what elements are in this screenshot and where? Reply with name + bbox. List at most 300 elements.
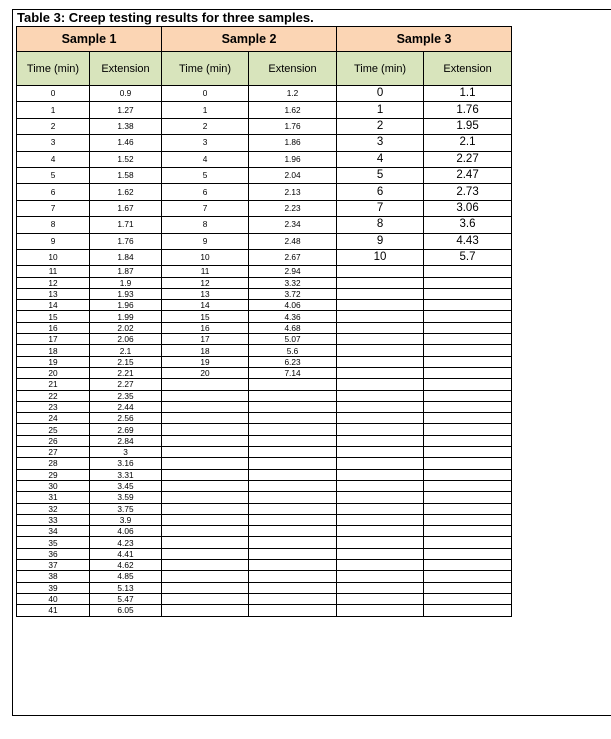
table-row <box>17 322 512 333</box>
table-cell <box>162 458 249 469</box>
table-row <box>17 118 512 134</box>
creep-results-table <box>16 26 512 617</box>
table-cell: 35 <box>17 537 90 548</box>
table-cell <box>337 458 424 469</box>
table-row <box>17 526 512 537</box>
table-row <box>17 345 512 356</box>
table-cell: 3.45 <box>90 480 162 491</box>
table-cell <box>424 356 512 367</box>
table-cell: 5.6 <box>249 345 337 356</box>
table-cell: 1 <box>162 102 249 118</box>
table-cell <box>162 537 249 548</box>
table-cell: 1 <box>17 102 90 118</box>
table-cell <box>162 413 249 424</box>
table-cell: 2.27 <box>90 379 162 390</box>
table-cell: 8 <box>337 217 424 233</box>
table-cell <box>424 605 512 616</box>
table-cell: 2.94 <box>249 266 337 277</box>
table-cell: 18 <box>17 345 90 356</box>
table-cell: 2.15 <box>90 356 162 367</box>
table-cell: 0 <box>17 86 90 102</box>
table-cell <box>424 514 512 525</box>
table-cell <box>337 605 424 616</box>
table-cell: 1.76 <box>90 233 162 249</box>
table-cell: 23 <box>17 401 90 412</box>
table-cell: 2.73 <box>424 184 512 200</box>
table-cell: 1.1 <box>424 86 512 102</box>
table-cell: 1.96 <box>249 151 337 167</box>
column-header: Extension <box>424 52 512 86</box>
table-cell: 36 <box>17 548 90 559</box>
table-row <box>17 135 512 151</box>
table-cell: 2.04 <box>249 167 337 183</box>
table-cell: 4.85 <box>90 571 162 582</box>
table-cell: 2.1 <box>424 135 512 151</box>
table-cell: 10 <box>337 249 424 265</box>
table-cell <box>162 469 249 480</box>
table-cell <box>162 571 249 582</box>
table-cell: 1.62 <box>90 184 162 200</box>
table-row <box>17 401 512 412</box>
table-row <box>17 200 512 216</box>
table-cell: 5 <box>17 167 90 183</box>
table-cell: 31 <box>17 492 90 503</box>
table-cell <box>337 469 424 480</box>
table-cell <box>337 571 424 582</box>
table-cell <box>249 560 337 571</box>
table-row <box>17 151 512 167</box>
table-cell <box>249 514 337 525</box>
table-cell: 27 <box>17 447 90 458</box>
table-cell <box>424 424 512 435</box>
table-cell <box>337 266 424 277</box>
table-cell: 20 <box>162 367 249 378</box>
table-row <box>17 277 512 288</box>
table-cell: 0 <box>337 86 424 102</box>
table-cell <box>337 367 424 378</box>
table-row <box>17 167 512 183</box>
table-cell: 2.56 <box>90 413 162 424</box>
table-cell: 1.38 <box>90 118 162 134</box>
table-row <box>17 435 512 446</box>
table-row <box>17 582 512 593</box>
table-cell <box>337 582 424 593</box>
table-cell <box>424 390 512 401</box>
table-cell <box>162 401 249 412</box>
table-cell <box>337 322 424 333</box>
table-cell: 1.87 <box>90 266 162 277</box>
table-cell: 8 <box>162 217 249 233</box>
table-cell: 21 <box>17 379 90 390</box>
table-cell: 10 <box>17 249 90 265</box>
table-cell: 18 <box>162 345 249 356</box>
table-cell <box>162 503 249 514</box>
table-cell <box>162 424 249 435</box>
table-cell <box>337 492 424 503</box>
table-cell <box>424 492 512 503</box>
table-cell <box>424 345 512 356</box>
table-cell: 1.76 <box>249 118 337 134</box>
table-cell <box>424 367 512 378</box>
table-row <box>17 424 512 435</box>
table-row <box>17 367 512 378</box>
table-cell: 2 <box>17 118 90 134</box>
table-cell: 2.13 <box>249 184 337 200</box>
table-row <box>17 379 512 390</box>
table-cell: 1.99 <box>90 311 162 322</box>
table-cell: 3.59 <box>90 492 162 503</box>
table-cell: 2 <box>337 118 424 134</box>
table-cell: 7.14 <box>249 367 337 378</box>
table-row <box>17 334 512 345</box>
table-cell <box>424 469 512 480</box>
table-cell: 9 <box>17 233 90 249</box>
table-cell: 5.07 <box>249 334 337 345</box>
table-cell <box>337 548 424 559</box>
table-cell <box>162 605 249 616</box>
table-cell: 28 <box>17 458 90 469</box>
table-cell <box>249 582 337 593</box>
table-row <box>17 593 512 604</box>
table-row <box>17 300 512 311</box>
table-cell: 9 <box>337 233 424 249</box>
table-cell <box>249 469 337 480</box>
table-cell: 3.72 <box>249 288 337 299</box>
table-cell: 7 <box>162 200 249 216</box>
table-cell <box>337 345 424 356</box>
table-cell: 24 <box>17 413 90 424</box>
table-cell: 2.48 <box>249 233 337 249</box>
table-cell <box>249 424 337 435</box>
table-cell <box>162 379 249 390</box>
table-cell: 3 <box>90 447 162 458</box>
table-cell <box>424 526 512 537</box>
table-cell: 19 <box>162 356 249 367</box>
table-cell: 14 <box>162 300 249 311</box>
table-cell <box>249 492 337 503</box>
table-cell <box>337 390 424 401</box>
table-cell: 12 <box>17 277 90 288</box>
table-cell: 1.27 <box>90 102 162 118</box>
table-cell: 1.84 <box>90 249 162 265</box>
table-cell <box>337 424 424 435</box>
table-row <box>17 560 512 571</box>
table-cell <box>162 560 249 571</box>
table-cell <box>424 593 512 604</box>
table-cell: 4.68 <box>249 322 337 333</box>
table-cell: 2.21 <box>90 367 162 378</box>
table-row <box>17 413 512 424</box>
table-cell: 30 <box>17 480 90 491</box>
table-cell: 3.16 <box>90 458 162 469</box>
table-cell: 1.46 <box>90 135 162 151</box>
table-cell <box>337 401 424 412</box>
table-cell <box>162 447 249 458</box>
table-cell: 1.76 <box>424 102 512 118</box>
table-cell: 6 <box>17 184 90 200</box>
table-cell <box>337 480 424 491</box>
table-cell: 34 <box>17 526 90 537</box>
table-cell: 2.69 <box>90 424 162 435</box>
table-cell: 1.62 <box>249 102 337 118</box>
column-header: Extension <box>249 52 337 86</box>
table-row <box>17 311 512 322</box>
table-cell: 1.2 <box>249 86 337 102</box>
table-cell <box>249 593 337 604</box>
table-body <box>17 86 512 617</box>
table-cell: 4.23 <box>90 537 162 548</box>
table-cell: 33 <box>17 514 90 525</box>
column-header: Extension <box>90 52 162 86</box>
table-cell: 39 <box>17 582 90 593</box>
table-cell: 8 <box>17 217 90 233</box>
table-cell: 2.02 <box>90 322 162 333</box>
table-cell <box>337 311 424 322</box>
table-cell: 40 <box>17 593 90 604</box>
table-cell <box>162 548 249 559</box>
table-cell <box>424 401 512 412</box>
table-row <box>17 249 512 265</box>
table-cell <box>162 480 249 491</box>
table-cell <box>337 593 424 604</box>
column-header: Time (min) <box>162 52 249 86</box>
table-cell <box>249 413 337 424</box>
table-cell <box>424 503 512 514</box>
table-cell: 6.05 <box>90 605 162 616</box>
table-cell: 17 <box>17 334 90 345</box>
sample-3-header: Sample 3 <box>337 27 512 52</box>
table-cell: 38 <box>17 571 90 582</box>
table-cell <box>424 413 512 424</box>
table-cell: 19 <box>17 356 90 367</box>
table-cell: 2.27 <box>424 151 512 167</box>
table-cell: 41 <box>17 605 90 616</box>
table-cell <box>249 548 337 559</box>
table-cell: 1.67 <box>90 200 162 216</box>
table-cell: 37 <box>17 560 90 571</box>
table-cell <box>424 266 512 277</box>
table-cell <box>337 413 424 424</box>
table-cell <box>249 379 337 390</box>
sample-2-header: Sample 2 <box>162 27 337 52</box>
table-cell: 1.52 <box>90 151 162 167</box>
table-cell: 7 <box>17 200 90 216</box>
table-cell: 4.06 <box>90 526 162 537</box>
table-row <box>17 102 512 118</box>
table-cell <box>249 458 337 469</box>
table-cell: 6 <box>337 184 424 200</box>
table-cell <box>249 447 337 458</box>
column-header: Time (min) <box>337 52 424 86</box>
table-cell <box>337 277 424 288</box>
table-cell: 2.1 <box>90 345 162 356</box>
table-row <box>17 288 512 299</box>
table-row <box>17 480 512 491</box>
table-row <box>17 266 512 277</box>
table-cell: 15 <box>162 311 249 322</box>
table-cell <box>424 277 512 288</box>
table-row <box>17 458 512 469</box>
table-cell <box>424 379 512 390</box>
table-cell: 3.32 <box>249 277 337 288</box>
table-cell: 2.35 <box>90 390 162 401</box>
table-cell <box>249 537 337 548</box>
table-cell <box>162 514 249 525</box>
table-row <box>17 356 512 367</box>
table-cell <box>424 480 512 491</box>
table-cell <box>337 514 424 525</box>
table-cell: 3.31 <box>90 469 162 480</box>
table-row <box>17 537 512 548</box>
table-cell: 25 <box>17 424 90 435</box>
table-cell: 4.36 <box>249 311 337 322</box>
table-cell <box>424 458 512 469</box>
table-row <box>17 447 512 458</box>
table-cell: 5.13 <box>90 582 162 593</box>
table-cell: 17 <box>162 334 249 345</box>
table-cell <box>162 582 249 593</box>
table-row <box>17 492 512 503</box>
table-cell: 4 <box>162 151 249 167</box>
table-cell: 3.9 <box>90 514 162 525</box>
table-cell <box>162 593 249 604</box>
table-cell: 3 <box>337 135 424 151</box>
table-cell <box>424 334 512 345</box>
table-cell: 13 <box>162 288 249 299</box>
table-cell <box>337 447 424 458</box>
table-cell: 4 <box>17 151 90 167</box>
table-row <box>17 571 512 582</box>
table-cell: 4.62 <box>90 560 162 571</box>
table-cell <box>424 288 512 299</box>
table-row <box>17 548 512 559</box>
table-row <box>17 233 512 249</box>
table-cell <box>337 288 424 299</box>
table-cell: 2.34 <box>249 217 337 233</box>
table-cell <box>249 435 337 446</box>
table-cell <box>424 447 512 458</box>
table-cell <box>337 560 424 571</box>
table-cell <box>162 390 249 401</box>
table-cell: 5.7 <box>424 249 512 265</box>
table-cell: 2.23 <box>249 200 337 216</box>
table-cell <box>337 379 424 390</box>
table-cell: 1.58 <box>90 167 162 183</box>
table-cell <box>424 571 512 582</box>
table-cell <box>337 526 424 537</box>
table-cell: 5.47 <box>90 593 162 604</box>
table-cell: 20 <box>17 367 90 378</box>
table-cell <box>424 537 512 548</box>
table-cell: 5 <box>337 167 424 183</box>
table-row <box>17 217 512 233</box>
table-cell: 2.67 <box>249 249 337 265</box>
table-cell <box>337 435 424 446</box>
sample-1-header: Sample 1 <box>17 27 162 52</box>
table-cell: 6.23 <box>249 356 337 367</box>
table-cell: 2.84 <box>90 435 162 446</box>
table-cell <box>249 390 337 401</box>
table-cell: 1.95 <box>424 118 512 134</box>
table-cell: 4.06 <box>249 300 337 311</box>
table-cell: 4.43 <box>424 233 512 249</box>
table-cell: 16 <box>162 322 249 333</box>
table-cell: 15 <box>17 311 90 322</box>
table-cell: 1.96 <box>90 300 162 311</box>
table-cell <box>337 537 424 548</box>
table-cell: 26 <box>17 435 90 446</box>
table-cell: 7 <box>337 200 424 216</box>
table-row <box>17 469 512 480</box>
table-cell: 2.44 <box>90 401 162 412</box>
table-cell: 3 <box>162 135 249 151</box>
table-cell: 10 <box>162 249 249 265</box>
table-cell: 2 <box>162 118 249 134</box>
table-cell: 3.06 <box>424 200 512 216</box>
table-cell: 1 <box>337 102 424 118</box>
table-cell: 4 <box>337 151 424 167</box>
table-cell: 2.06 <box>90 334 162 345</box>
table-cell: 0.9 <box>90 86 162 102</box>
table-cell: 32 <box>17 503 90 514</box>
table-cell <box>249 480 337 491</box>
table-row <box>17 605 512 616</box>
table-cell: 1.9 <box>90 277 162 288</box>
table-cell <box>424 322 512 333</box>
table-cell <box>337 334 424 345</box>
table-cell <box>249 605 337 616</box>
table-cell: 2.47 <box>424 167 512 183</box>
table-cell: 11 <box>17 266 90 277</box>
table-cell: 1.86 <box>249 135 337 151</box>
table-cell: 22 <box>17 390 90 401</box>
table-cell <box>162 492 249 503</box>
table-cell <box>337 356 424 367</box>
table-cell <box>162 435 249 446</box>
sample-header-row <box>17 27 512 52</box>
table-caption: Table 3: Creep testing results for three samples. <box>17 10 314 25</box>
table-cell: 13 <box>17 288 90 299</box>
table-cell <box>424 300 512 311</box>
column-header-row <box>17 52 512 86</box>
table-cell <box>249 571 337 582</box>
table-cell <box>424 435 512 446</box>
table-cell: 3.75 <box>90 503 162 514</box>
table-cell: 1.71 <box>90 217 162 233</box>
table-cell: 0 <box>162 86 249 102</box>
table-row <box>17 503 512 514</box>
table-cell <box>424 311 512 322</box>
table-cell <box>249 503 337 514</box>
table-cell: 4.41 <box>90 548 162 559</box>
table-cell <box>337 300 424 311</box>
table-cell: 3 <box>17 135 90 151</box>
table-row <box>17 86 512 102</box>
table-cell: 16 <box>17 322 90 333</box>
table-cell <box>424 548 512 559</box>
table-cell: 12 <box>162 277 249 288</box>
table-cell <box>337 503 424 514</box>
table-cell: 3.6 <box>424 217 512 233</box>
table-cell <box>424 582 512 593</box>
table-cell <box>249 401 337 412</box>
table-cell: 14 <box>17 300 90 311</box>
table-cell <box>249 526 337 537</box>
table-cell: 9 <box>162 233 249 249</box>
table-cell: 6 <box>162 184 249 200</box>
table-cell <box>424 560 512 571</box>
table-cell: 29 <box>17 469 90 480</box>
